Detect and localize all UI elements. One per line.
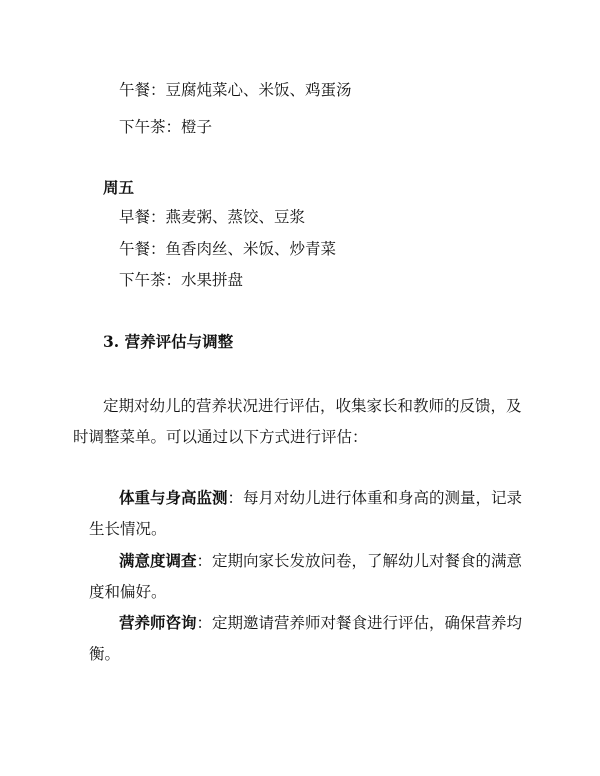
list-item-satisfaction (119, 550, 522, 572)
intro-paragraph-line-2: 时调整菜单。可以通过以下方式进行评估： (73, 428, 368, 446)
list-item-continuation: 度和偏好。 (89, 583, 167, 601)
list-item-weight-height (119, 487, 522, 509)
list-item-text: ：每月对幼儿进行体重和身高的测量，记录 (227, 489, 523, 507)
menu-lunch-line: 午餐：鱼香肉丝、米饭、炒青菜 (119, 240, 337, 258)
list-item-text: ：定期向家长发放问卷，了解幼儿对餐食的满意 (196, 552, 523, 570)
list-item-continuation: 生长情况。 (89, 520, 167, 538)
menu-breakfast-line: 早餐：燕麦粥、蒸饺、豆浆 (119, 208, 306, 226)
list-item-lead: 满意度调查 (119, 551, 197, 570)
menu-tea-line: 下午茶：水果拼盘 (119, 271, 244, 289)
menu-tea-line: 下午茶：橙子 (119, 118, 213, 136)
list-item-nutritionist (119, 612, 522, 634)
list-item-continuation: 衡。 (89, 645, 121, 663)
day-heading-friday: 周五 (103, 178, 135, 197)
intro-paragraph-line-1: 定期对幼儿的营养状况进行评估，收集家长和教师的反馈，及 (103, 397, 522, 415)
list-item-lead: 营养师咨询 (119, 613, 197, 632)
list-item-lead: 体重与身高监测 (119, 488, 228, 507)
section-heading: 3. 营养评估与调整 (103, 332, 234, 351)
list-item-text: ：定期邀请营养师对餐食进行评估，确保营养均 (196, 614, 523, 632)
menu-lunch-line: 午餐：豆腐炖菜心、米饭、鸡蛋汤 (119, 81, 352, 99)
